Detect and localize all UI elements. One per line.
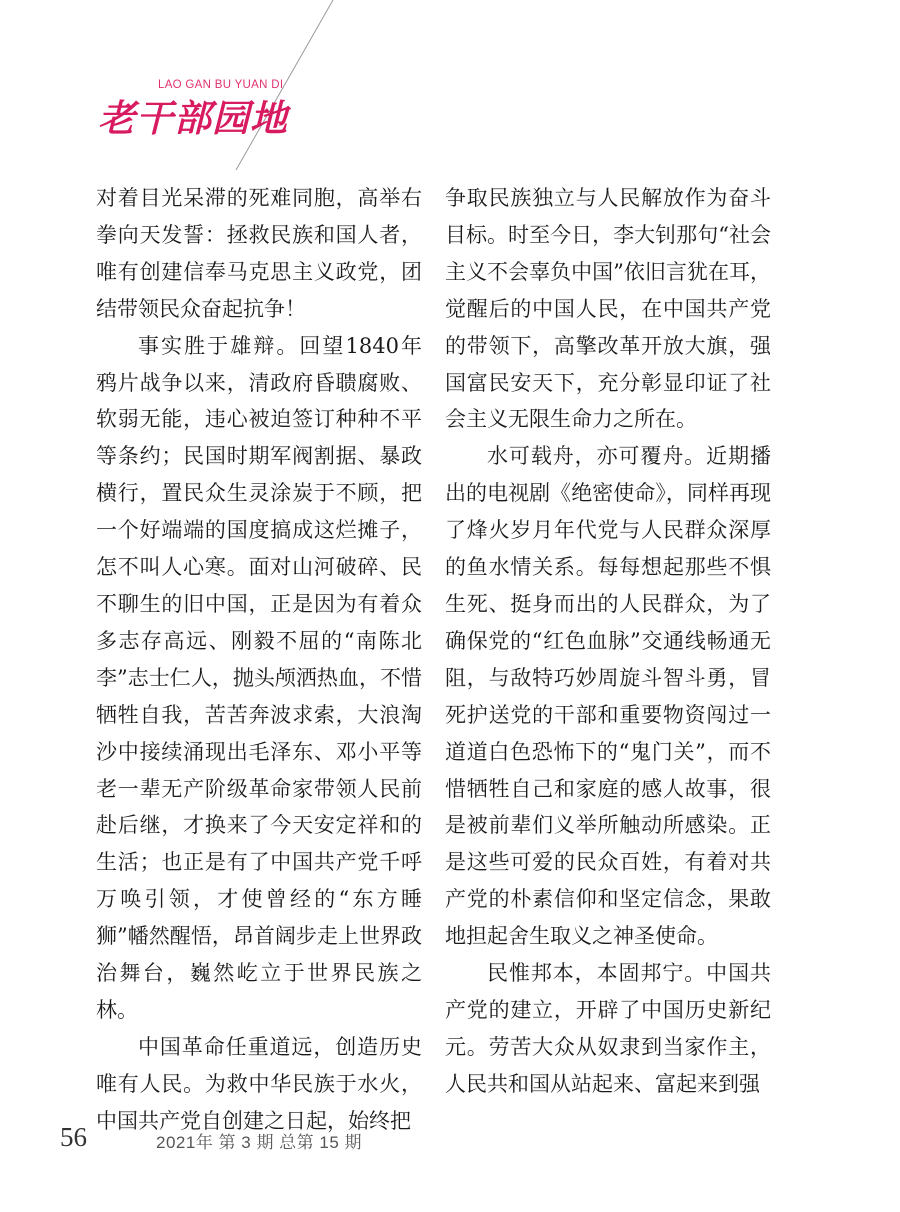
issue-info: 2021年 第 3 期 总第 15 期 bbox=[156, 1133, 363, 1152]
paragraph: 争取民族独立与人民解放作为奋斗目标。时至今日，李大钊那句“社会主义不会辜负中国”依旧言犹在耳，觉醒后的中国人民，在中国共产党的带领下，高擎改革开放大旗，强国富民安天下，充分彰显印证了社会主义无限生命力之所在。 bbox=[445, 186, 771, 432]
paragraph: 对着目光呆滞的死难同胞，高举右拳向天发誓：拯救民族和国人者，唯有创建信奉马克思主义政党，团结带领民众奋起抗争！ bbox=[96, 186, 422, 321]
article-column-left bbox=[96, 180, 422, 1140]
paragraph: 中国革命任重道远，创造历史唯有人民。为救中华民族于水火，中国共产党自创建之日起，始终把 bbox=[96, 1034, 422, 1133]
paragraph: 事实胜于雄辩。回望1840年鸦片战争以来，清政府昏聩腐败、软弱无能，违心被迫签订种种不平等条约；民国时期军阀割据、暴政横行，置民众生灵涂炭于不顾，把一个好端端的国度搞成这烂摊子，怎不叫人心寒。面对山河破碎、民不聊生的旧中国，正是因为有着众多志存高远、刚毅不屈的“南陈北李”志士仁人，抛头颅洒热血，不惜牺牲自我，苦苦奔波求索，大浪淘沙中接续涌现出毛泽东、邓小平等老一辈无产阶级革命家带领人民前赴后继，才换来了今天安定祥和的生活；也正是有了中国共产党千呼万唤引领，才使曾经的“东方睡狮”幡然醒悟，昂首阔步走上世界政治舞台，巍然屹立于世界民族之林。 bbox=[96, 333, 422, 1022]
paragraph: 民惟邦本，本固邦宁。中国共产党的建立，开辟了中国历史新纪元。劳苦大众从奴隶到当家作主，人民共和国从站起来、富起来到强 bbox=[445, 961, 771, 1096]
article-column-right bbox=[445, 180, 771, 1103]
page-number: 56 bbox=[60, 1122, 87, 1152]
section-title-pinyin: LAO GAN BU YUAN DI bbox=[158, 79, 284, 91]
section-title-logo: 老干部园地 bbox=[98, 96, 288, 140]
paragraph: 水可载舟，亦可覆舟。近期播出的电视剧《绝密使命》，同样再现了烽火岁月年代党与人民群众深厚的鱼水情关系。每每想起那些不惧生死、挺身而出的人民群众，为了确保党的“红色血脉”交通线畅通无阻，与敌特巧妙周旋斗智斗勇，冒死护送党的干部和重要物资闯过一道道白色恐怖下的“鬼门关”，而不惜牺牲自己和家庭的感人故事，很是被前辈们义举所触动所感染。正是这些可爱的民众百姓，有着对共产党的朴素信仰和坚定信念，果敢地担起舍生取义之神圣使命。 bbox=[445, 444, 771, 949]
